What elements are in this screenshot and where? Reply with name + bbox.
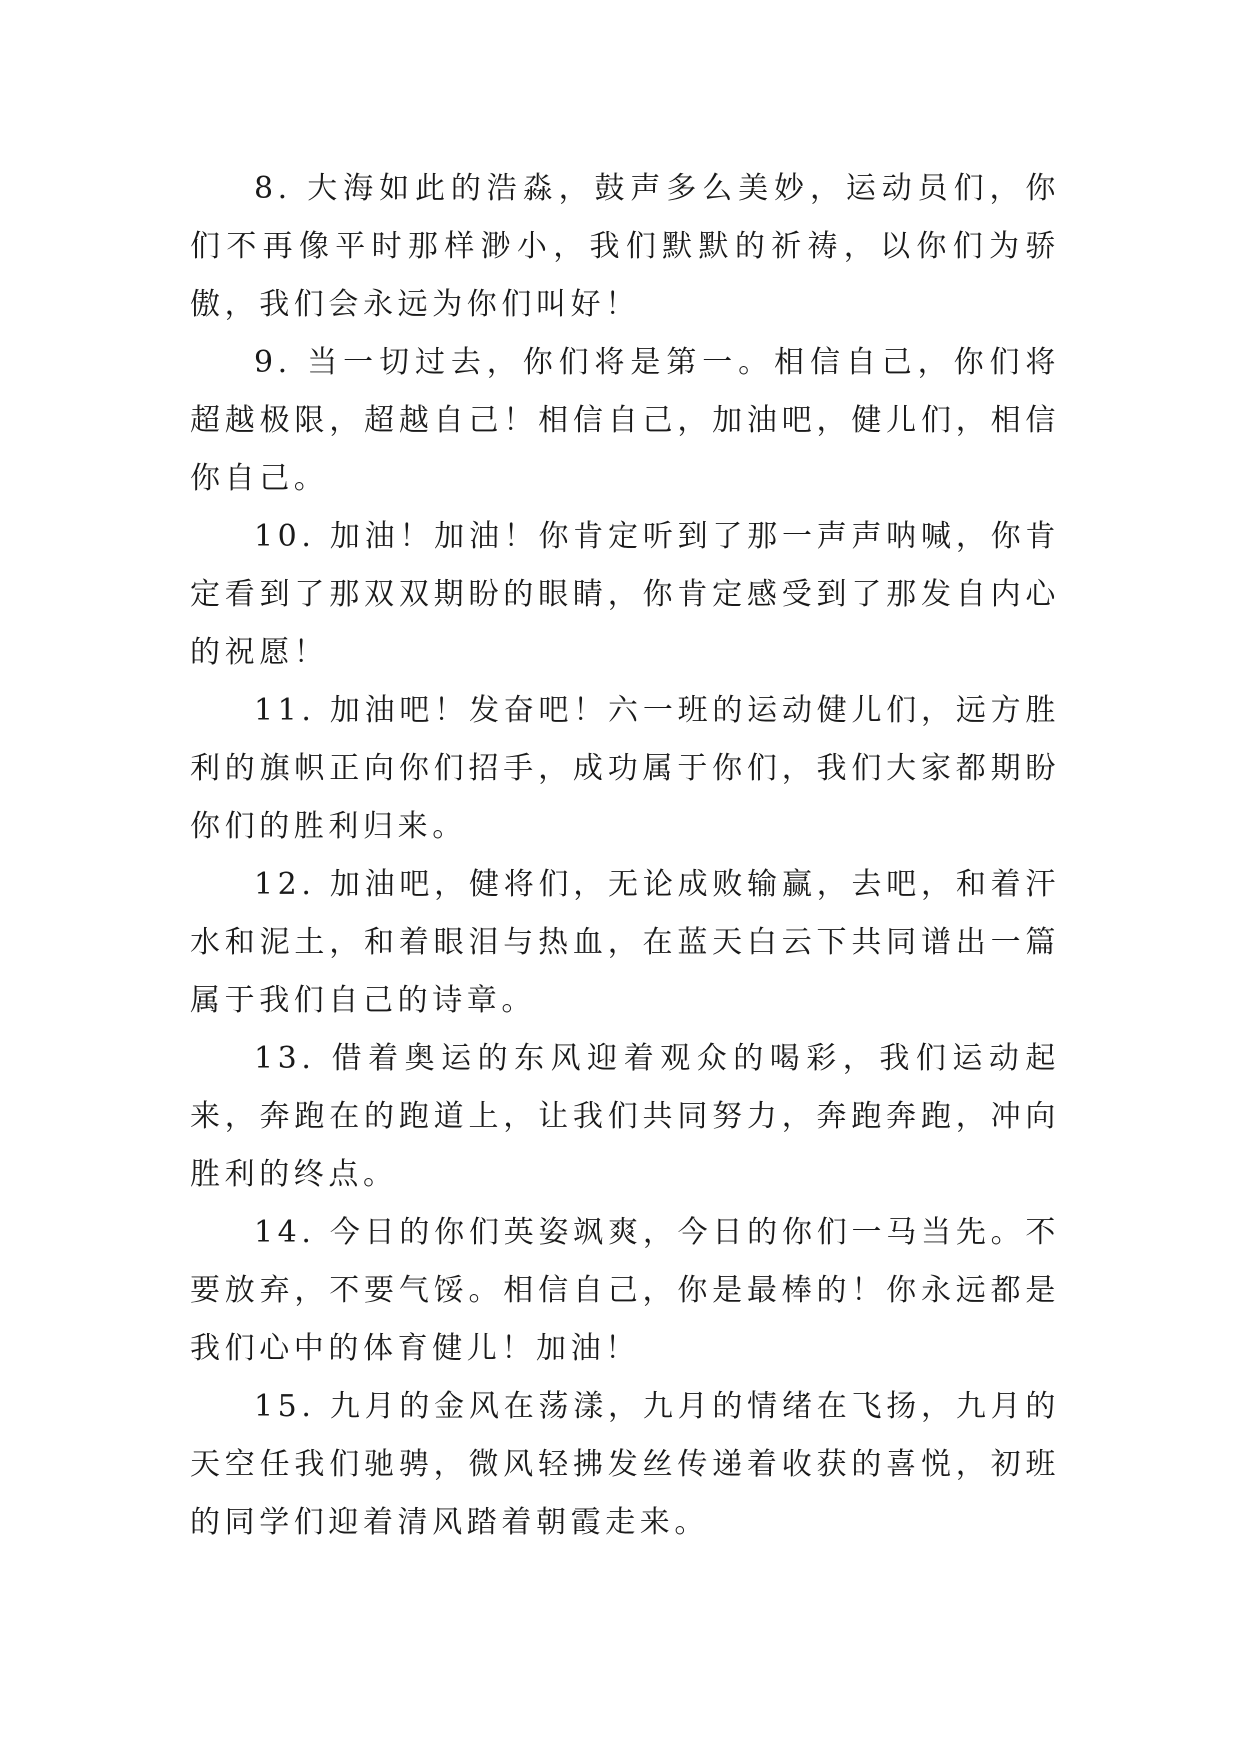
paragraph-10: 10. 加油！加油！你肯定听到了那一声声呐喊，你肯定看到了那双双期盼的眼睛，你肯定感受到了那发自内心的祝愿！ [190,519,1060,670]
paragraph-13: 13. 借着奥运的东风迎着观众的喝彩，我们运动起来，奔跑在的跑道上，让我们共同努力，奔跑奔跑，冲向胜利的终点。 [190,1041,1060,1192]
paragraph-11: 11. 加油吧！发奋吧！六一班的运动健儿们，远方胜利的旗帜正向你们招手，成功属于你们，我们大家都期盼你们的胜利归来。 [190,693,1060,844]
paragraph-15: 15. 九月的金风在荡漾，九月的情绪在飞扬，九月的天空任我们驰骋，微风轻拂发丝传递着收获的喜悦，初班的同学们迎着清风踏着朝霞走来。 [190,1389,1060,1540]
paragraph-8: 8. 大海如此的浩淼，鼓声多么美妙，运动员们，你们不再像平时那样渺小，我们默默的祈祷，以你们为骄傲，我们会永远为你们叫好！ [190,171,1060,322]
paragraph-9: 9. 当一切过去，你们将是第一。相信自己，你们将超越极限，超越自己！相信自己，加油吧，健儿们，相信你自己。 [190,345,1060,496]
paragraph-12: 12. 加油吧，健将们，无论成败输赢，去吧，和着汗水和泥土，和着眼泪与热血，在蓝天白云下共同谱出一篇属于我们自己的诗章。 [190,867,1060,1018]
document-body [190,160,1060,1552]
paragraph-14: 14. 今日的你们英姿飒爽，今日的你们一马当先。不要放弃，不要气馁。相信自己，你是最棒的！你永远都是我们心中的体育健儿！加油！ [190,1215,1060,1366]
